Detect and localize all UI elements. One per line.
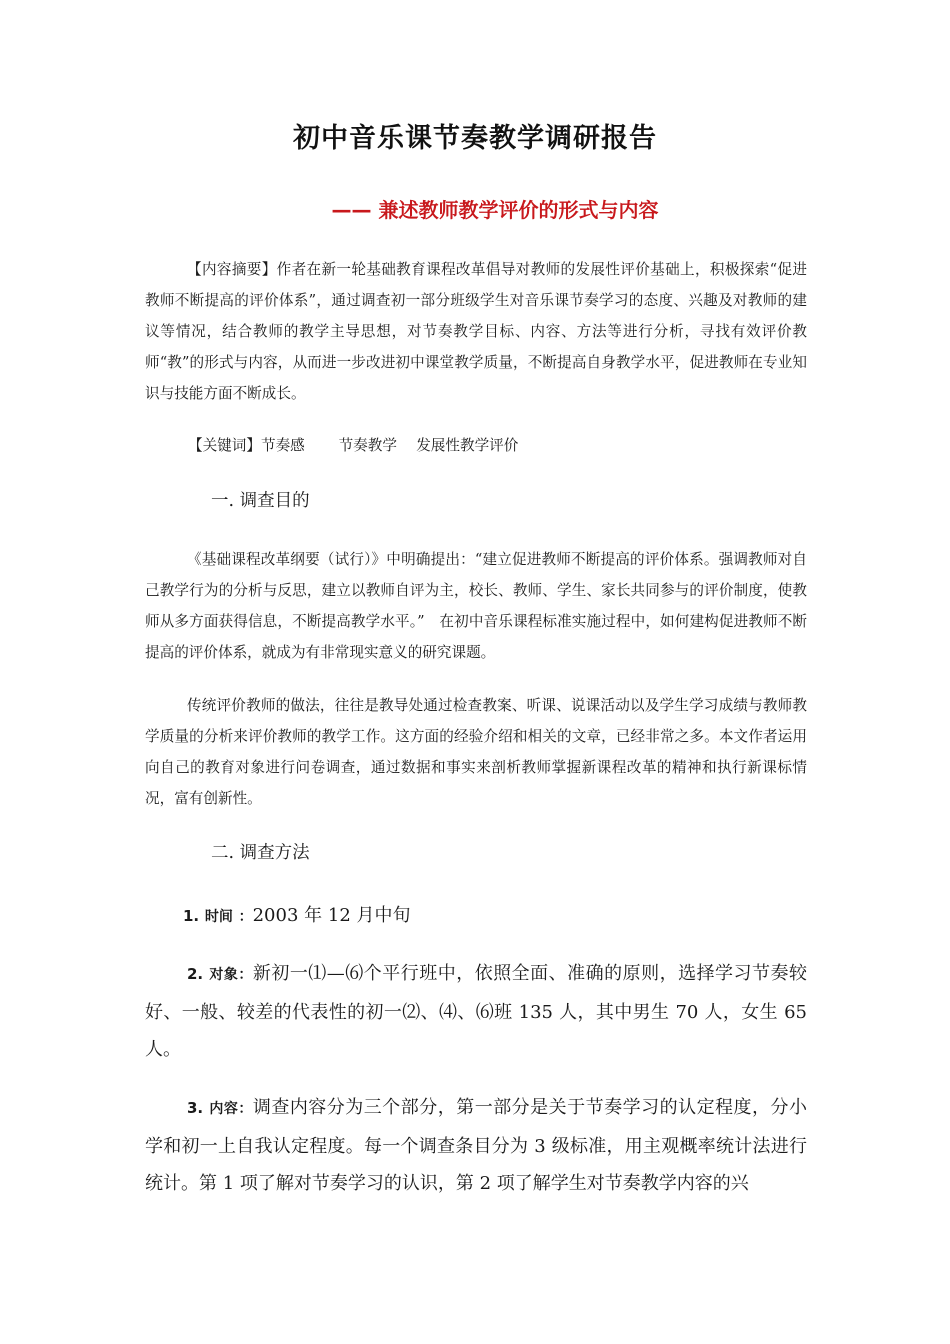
item-number: 3. (187, 1099, 204, 1117)
item-separator: ： (238, 909, 253, 925)
keywords-text: 节奏感 节奏教学 发展性教学评价 (260, 437, 519, 454)
abstract-label: 【内容摘要】 (187, 261, 277, 278)
item-text: 调查内容分为三个部分，第一部分是关于节奏学习的认定程度，分小学和初一上自我认定程度。每一个调查条目分为 3 级标准，用主观概率统计法进行统计。第 1 项了解对节奏学习的认识，第 2 项了解学生对节奏教学内容的兴 (145, 1097, 808, 1194)
item-text: 2003 年 12 月中旬 (252, 905, 411, 926)
keywords-label: 【关键词】 (188, 437, 261, 454)
method-item-time (183, 897, 845, 936)
item-separator: ： (238, 1101, 253, 1117)
item-label: 对象 (209, 967, 239, 983)
section-heading-method: 二. 调查方法 (211, 843, 310, 863)
item-label: 时间 (204, 909, 233, 925)
purpose-paragraph-1: 《基础课程改革纲要（试行）》中明确提出：“建立促进教师不断提高的评价体系。强调教师对自己教学行为的分析与反思，建立以教师自评为主，校长、教师、学生、家长共同参与的评价制度，使教师从多方面获得信息，不断提高教学水平。” 在初中音乐课程标准实施过程中，如何建构促进教师不断提高的评价体系，就成为有非常现实意义的研究课题。 (145, 551, 807, 661)
item-text: 新初一⑴—⑹个平行班中，依照全面、准确的原则，选择学习节奏较好、一般、较差的代表性的初一⑵、⑷、⑹班 135 人，其中男生 70 人，女生 65 人。 (145, 963, 808, 1060)
section-heading-purpose: 一. 调查目的 (211, 491, 310, 511)
method-item-subject (145, 955, 807, 1068)
item-number: 2. (187, 965, 204, 983)
method-item-content (145, 1089, 807, 1202)
item-number: 1. (183, 907, 200, 925)
item-label: 内容 (209, 1101, 239, 1117)
document-subtitle: —— 兼述教师教学评价的形式与内容 (331, 198, 659, 222)
abstract-paragraph (145, 254, 807, 409)
purpose-paragraph-2: 传统评价教师的做法，往往是教导处通过检查教案、听课、说课活动以及学生学习成绩与教师教学质量的分析来评价教师的教学工作。这方面的经验介绍和相关的文章，已经非常之多。本文作者运用向自己的教育对象进行问卷调查，通过数据和事实来剖析教师掌握新课程改革的精神和执行新课标情况，富有创新性。 (145, 697, 807, 807)
item-separator: ： (238, 967, 253, 983)
abstract-text: 作者在新一轮基础教育课程改革倡导对教师的发展性评价基础上，积极探索“促进教师不断提高的评价体系”，通过调查初一部分班级学生对音乐课节奏学习的态度、兴趣及对教师的建议等情况，结合教师的教学主导思想，对节奏教学目标、内容、方法等进行分析，寻找有效评价教师“教”的形式与内容，从而进一步改进初中课堂教学质量，不断提高自身教学水平，促进教师在专业知识与技能方面不断成长。 (145, 261, 807, 402)
document-title: 初中音乐课节奏教学调研报告 (293, 123, 657, 154)
keywords-line (188, 430, 850, 461)
